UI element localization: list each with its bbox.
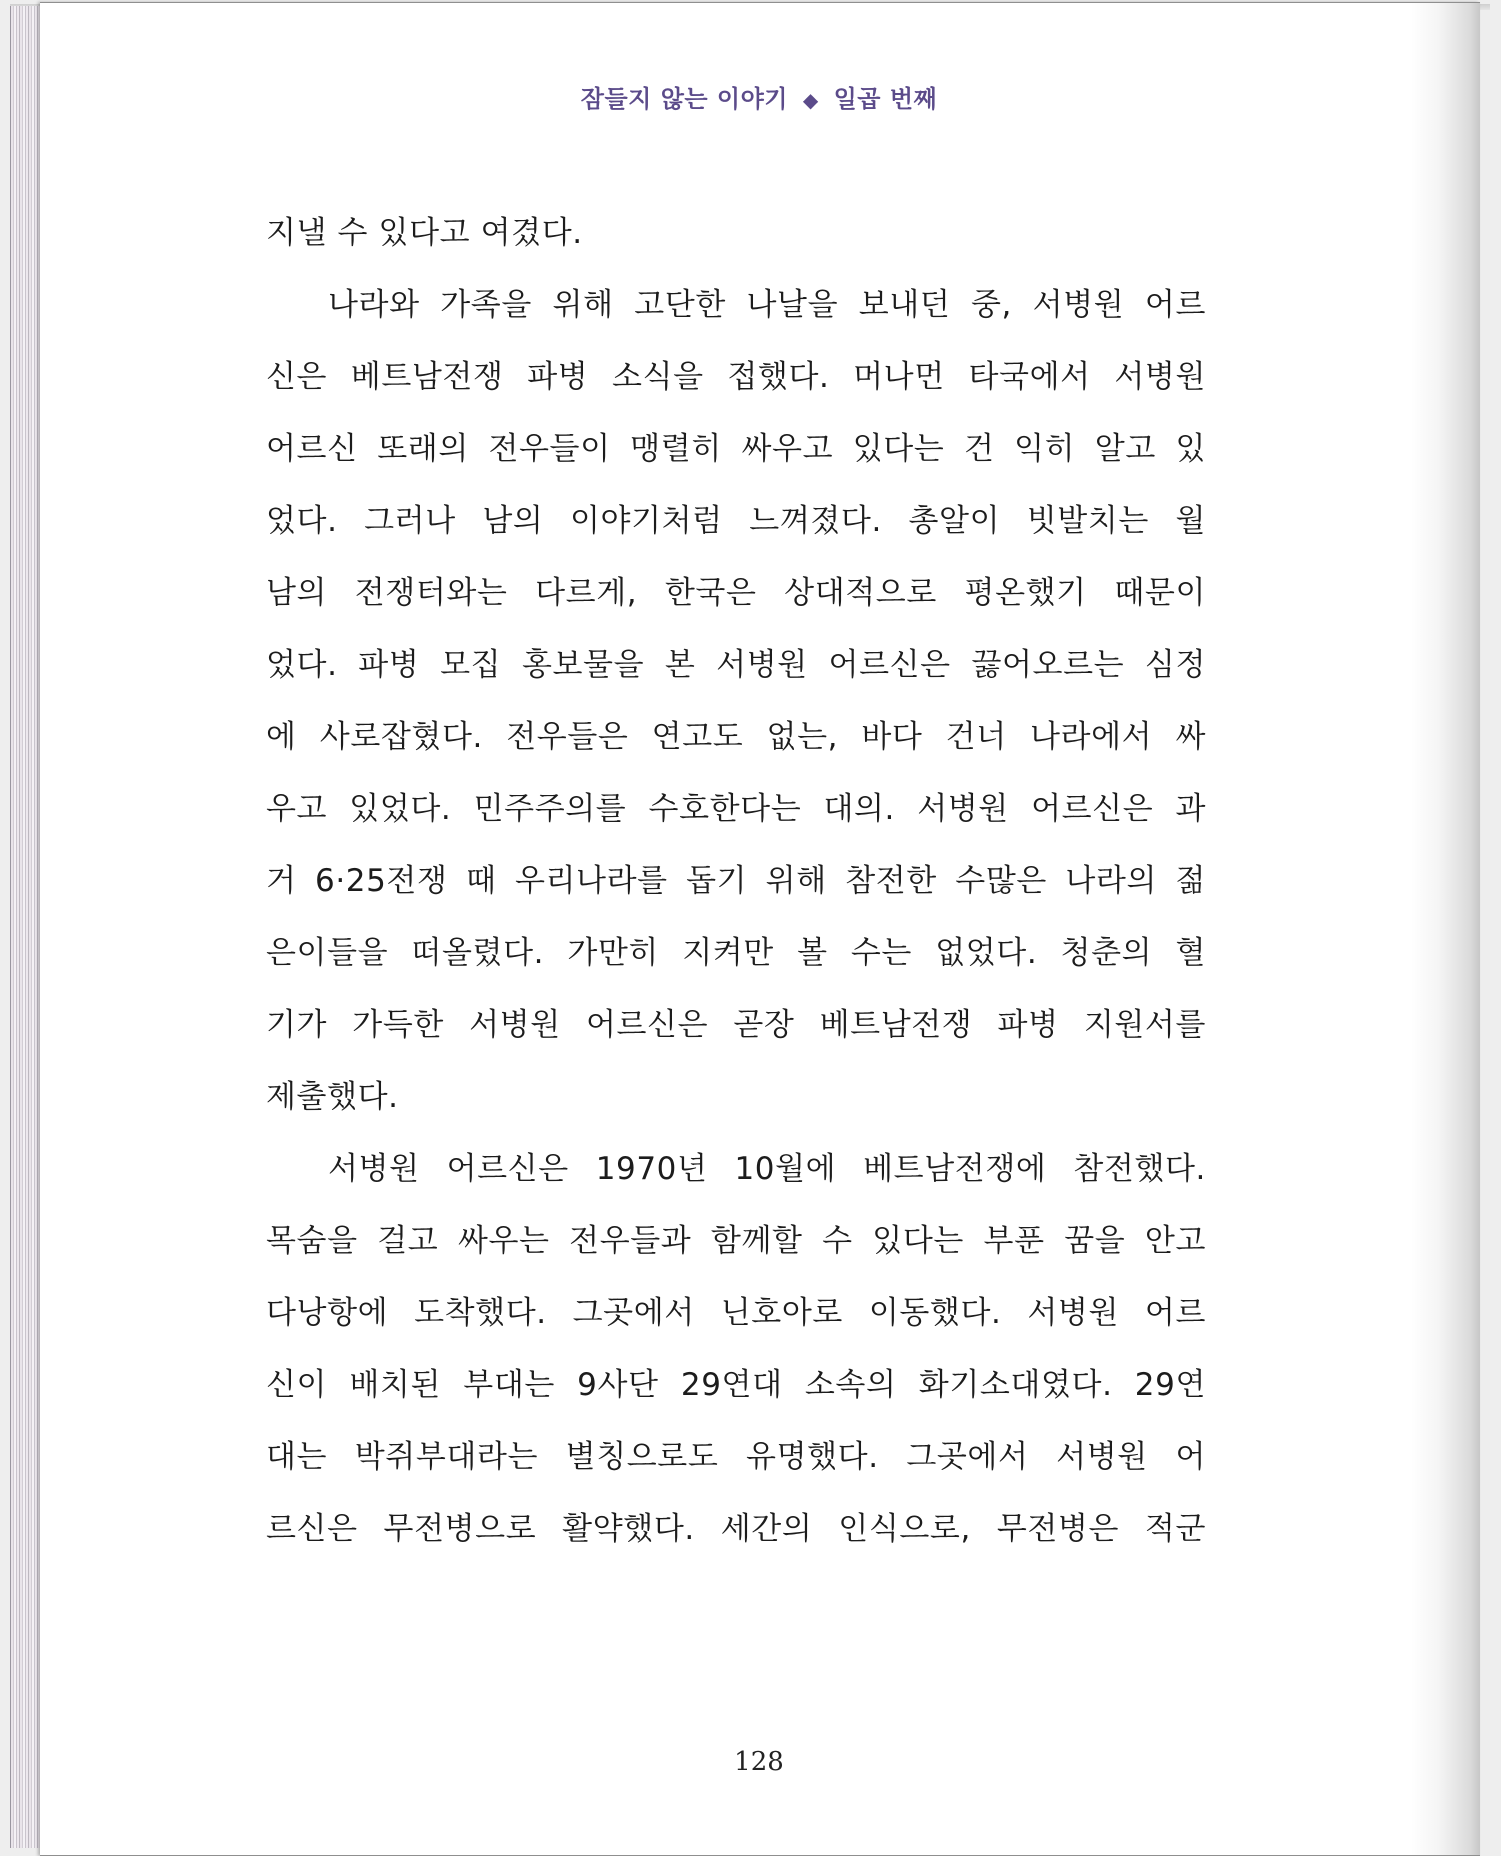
text-line: 목숨을 걸고 싸우는 전우들과 함께할 수 있다는 부푼 꿈을 안고 xyxy=(266,1223,1206,1259)
text-line: 지낼 수 있다고 여겼다. xyxy=(266,215,583,251)
text-line: 어르신 또래의 전우들이 맹렬히 싸우고 있다는 건 익히 알고 있 xyxy=(266,431,1206,467)
book-page xyxy=(40,2,1480,1856)
text-line: 거 6·25전쟁 때 우리나라를 돕기 위해 참전한 수많은 나라의 젊 xyxy=(266,863,1206,899)
text-line: 기가 가득한 서병원 어르신은 곧장 베트남전쟁 파병 지원서를 xyxy=(266,1007,1206,1043)
text-line: 신은 베트남전쟁 파병 소식을 접했다. 머나먼 타국에서 서병원 xyxy=(266,359,1206,395)
text-line: 우고 있었다. 민주주의를 수호한다는 대의. 서병원 어르신은 과 xyxy=(266,791,1206,827)
page-number: 128 xyxy=(734,1747,784,1777)
text-line: 서병원 어르신은 1970년 10월에 베트남전쟁에 참전했다. xyxy=(328,1151,1206,1187)
text-line: 나라와 가족을 위해 고단한 나날을 보내던 중, 서병원 어르 xyxy=(328,287,1206,323)
text-line: 에 사로잡혔다. 전우들은 연고도 없는, 바다 건너 나라에서 싸 xyxy=(266,719,1206,755)
text-line: 었다. 파병 모집 홍보물을 본 서병원 어르신은 끓어오르는 심정 xyxy=(266,647,1206,683)
text-line: 대는 박쥐부대라는 별칭으로도 유명했다. 그곳에서 서병원 어 xyxy=(266,1439,1206,1475)
body-text xyxy=(266,213,1206,1581)
text-line: 남의 전쟁터와는 다르게, 한국은 상대적으로 평온했기 때문이 xyxy=(266,575,1206,611)
header-volume: 일곱 번째 xyxy=(833,84,938,113)
header-book-title: 잠들지 않는 이야기 xyxy=(580,84,788,113)
text-line: 르신은 무전병으로 활약했다. 세간의 인식으로, 무전병은 적군 xyxy=(266,1511,1206,1547)
text-line: 신이 배치된 부대는 9사단 29연대 소속의 화기소대였다. 29연 xyxy=(266,1367,1206,1403)
text-line: 었다. 그러나 남의 이야기처럼 느껴졌다. 총알이 빗발치는 월 xyxy=(266,503,1207,539)
text-line: 제출했다. xyxy=(266,1079,399,1115)
running-header xyxy=(40,79,1478,114)
text-line: 다낭항에 도착했다. 그곳에서 닌호아로 이동했다. 서병원 어르 xyxy=(266,1295,1206,1331)
text-line: 은이들을 떠올렸다. 가만히 지켜만 볼 수는 없었다. 청춘의 혈 xyxy=(266,935,1206,971)
diamond-separator-icon: ◆ xyxy=(802,88,819,112)
